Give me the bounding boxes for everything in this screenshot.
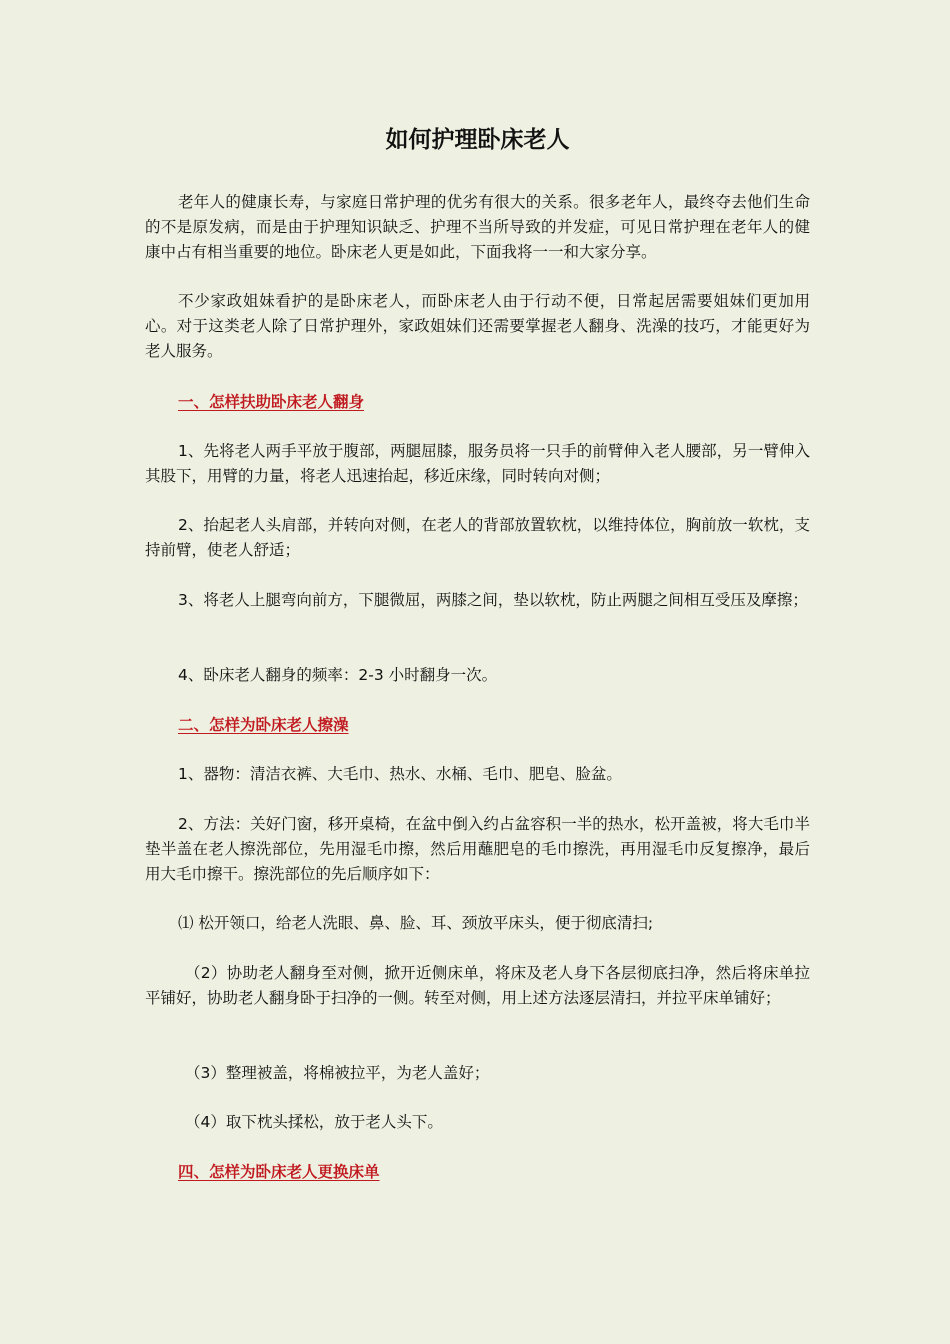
bathing-order-4: （4）取下枕头揉松，放于老人头下。 <box>185 1113 443 1131</box>
bathing-method: 2、方法：关好门窗，移开桌椅，在盆中倒入约占盆容积一半的热水，松开盖被，将大毛巾半垫半盖在老人擦洗部位，先用湿毛巾擦，然后用蘸肥皂的毛巾擦洗，再用湿毛巾反复擦净，最后用大毛巾擦干。擦洗部位的先后顺序如下： <box>145 815 810 883</box>
section-heading-bedsheet: 四、怎样为卧床老人更换床单 <box>178 1163 380 1181</box>
section-heading-bathing: 二、怎样为卧床老人擦澡 <box>178 716 349 734</box>
bathing-order-2: （2）协助老人翻身至对侧，掀开近侧床单，将床及老人身下各层彻底扫净，然后将床单拉平铺好，协助老人翻身卧于扫净的一侧。转至对侧，用上述方法逐层清扫，并拉平床单铺好； <box>145 964 810 1007</box>
intro-paragraph-1: 老年人的健康长寿，与家庭日常护理的优劣有很大的关系。很多老年人，最终夺去他们生命的不是原发病，而是由于护理知识缺乏、护理不当所导致的并发症，可见日常护理在老年人的健康中占有相当重要的地位。卧床老人更是如此，下面我将一一和大家分享。 <box>145 193 810 261</box>
bathing-supplies: 1、器物：清洁衣裤、大毛巾、热水、水桶、毛巾、肥皂、脸盆。 <box>178 765 622 783</box>
turning-step-3: 3、将老人上腿弯向前方，下腿微屈，两膝之间，垫以软枕，防止两腿之间相互受压及摩擦； <box>178 591 808 609</box>
turning-step-2: 2、抬起老人头肩部，并转向对侧，在老人的背部放置软枕，以维持体位，胸前放一软枕，支持前臂，使老人舒适； <box>145 516 810 559</box>
page-title: 如何护理卧床老人 <box>385 127 570 153</box>
bathing-order-3: （3）整理被盖，将棉被拉平，为老人盖好； <box>185 1064 490 1082</box>
intro-paragraph-2: 不少家政姐妹看护的是卧床老人，而卧床老人由于行动不便，日常起居需要姐妹们更加用心。对于这类老人除了日常护理外，家政姐妹们还需要掌握老人翻身、洗澡的技巧，才能更好为老人服务。 <box>145 292 810 360</box>
bathing-order-1: ⑴ 松开领口，给老人洗眼、鼻、脸、耳、颈放平床头，便于彻底清扫; <box>178 914 654 932</box>
turning-step-1: 1、先将老人两手平放于腹部，两腿屈膝，服务员将一只手的前臂伸入老人腰部，另一臂伸入其股下，用臂的力量，将老人迅速抬起，移近床缘，同时转向对侧； <box>145 442 810 485</box>
section-heading-turning: 一、怎样扶助卧床老人翻身 <box>178 393 365 411</box>
turning-step-4: 4、卧床老人翻身的频率：2-3 小时翻身一次。 <box>178 666 498 684</box>
